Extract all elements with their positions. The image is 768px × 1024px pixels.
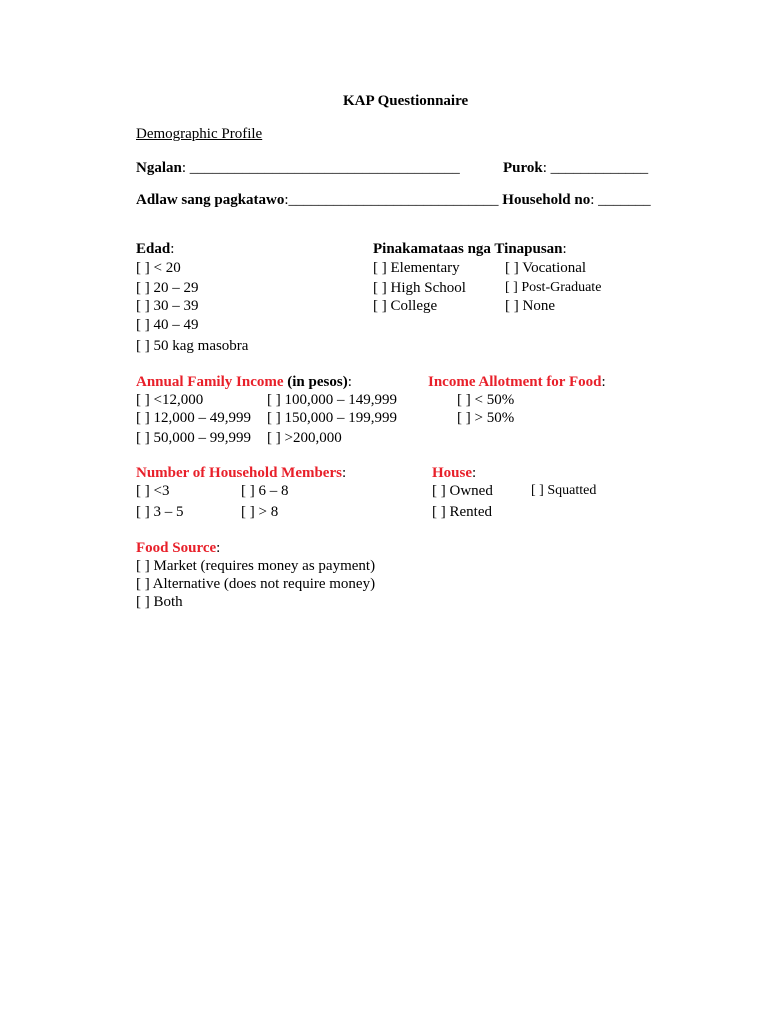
household-blank-line[interactable]: _______ [598, 192, 651, 208]
house-option[interactable]: [ ] Squatted [531, 483, 597, 498]
members-colon: : [341, 465, 347, 481]
food-source-label: Food Source [136, 540, 217, 556]
food-source-option[interactable]: [ ] Alternative (does not require money) [136, 576, 376, 592]
purok-blank-line[interactable]: _____________ [550, 160, 649, 176]
purok-label: Purok [503, 160, 543, 176]
name-blank-line[interactable]: ____________________________________ [189, 160, 460, 176]
house-option[interactable]: [ ] Rented [432, 504, 492, 520]
household-label: Household no [502, 192, 591, 208]
allotment-option[interactable]: [ ] < 50% [457, 392, 515, 408]
allotment-heading [428, 373, 606, 391]
allotment-label: Income Allotment for Food [428, 374, 602, 390]
members-option[interactable]: [ ] 6 – 8 [241, 483, 289, 499]
allotment-option[interactable]: [ ] > 50% [457, 410, 515, 426]
income-option[interactable]: [ ] 50,000 – 99,999 [136, 430, 251, 446]
income-option[interactable]: [ ] 100,000 – 149,999 [267, 392, 397, 408]
age-option[interactable]: [ ] < 20 [136, 260, 181, 276]
birthday-blank-line[interactable]: ____________________________ [288, 192, 499, 208]
education-option[interactable]: [ ] None [505, 298, 555, 314]
name-field[interactable] [136, 159, 460, 177]
education-label: Pinakamataas nga Tinapusan [373, 241, 563, 257]
income-unit: (in pesos) [287, 374, 348, 390]
age-option[interactable]: [ ] 20 – 29 [136, 280, 199, 296]
education-heading [373, 240, 567, 258]
page-title: KAP Questionnaire [343, 93, 469, 109]
members-heading [136, 464, 346, 482]
birthday-label: Adlaw sang pagkatawo [136, 192, 285, 208]
age-option[interactable]: [ ] 50 kag masobra [136, 338, 249, 354]
house-option[interactable]: [ ] Owned [432, 483, 493, 499]
members-label: Number of Household Members [136, 465, 342, 481]
income-label: Annual Family Income [136, 374, 284, 390]
house-heading [432, 464, 476, 482]
income-option[interactable]: [ ] <12,000 [136, 392, 204, 408]
house-label: House [432, 465, 473, 481]
members-option[interactable]: [ ] <3 [136, 483, 170, 499]
education-option[interactable]: [ ] College [373, 298, 438, 314]
food-source-heading [136, 539, 220, 557]
education-option[interactable]: [ ] Post-Graduate [505, 280, 602, 295]
members-option[interactable]: [ ] > 8 [241, 504, 279, 520]
income-option[interactable]: [ ] 150,000 – 199,999 [267, 410, 397, 426]
education-option[interactable]: [ ] High School [373, 280, 466, 296]
income-option[interactable]: [ ] 12,000 – 49,999 [136, 410, 251, 426]
food-source-colon: : [216, 540, 221, 556]
age-option[interactable]: [ ] 30 – 39 [136, 298, 199, 314]
house-colon: : [472, 465, 477, 481]
household-colon: : [590, 192, 595, 208]
purok-colon: : [542, 160, 547, 176]
food-source-option[interactable]: [ ] Both [136, 594, 183, 610]
education-colon: : [562, 241, 567, 257]
education-option[interactable]: [ ] Vocational [505, 260, 587, 276]
food-source-option[interactable]: [ ] Market (requires money as payment) [136, 558, 376, 574]
age-option[interactable]: [ ] 40 – 49 [136, 317, 199, 333]
name-label: Ngalan [136, 160, 182, 176]
income-colon: : [347, 374, 352, 390]
purok-field[interactable] [503, 159, 648, 177]
name-colon: : [181, 160, 187, 176]
allotment-colon: : [601, 374, 606, 390]
members-option[interactable]: [ ] 3 – 5 [136, 504, 184, 520]
age-heading [136, 240, 174, 258]
section-heading: Demographic Profile [136, 126, 263, 142]
income-heading [136, 373, 352, 391]
age-colon: : [170, 241, 175, 257]
education-option[interactable]: [ ] Elementary [373, 260, 460, 276]
age-label: Edad [136, 241, 171, 257]
birthday-field[interactable] [136, 191, 651, 209]
birthday-colon: : [284, 192, 289, 208]
income-option[interactable]: [ ] >200,000 [267, 430, 342, 446]
